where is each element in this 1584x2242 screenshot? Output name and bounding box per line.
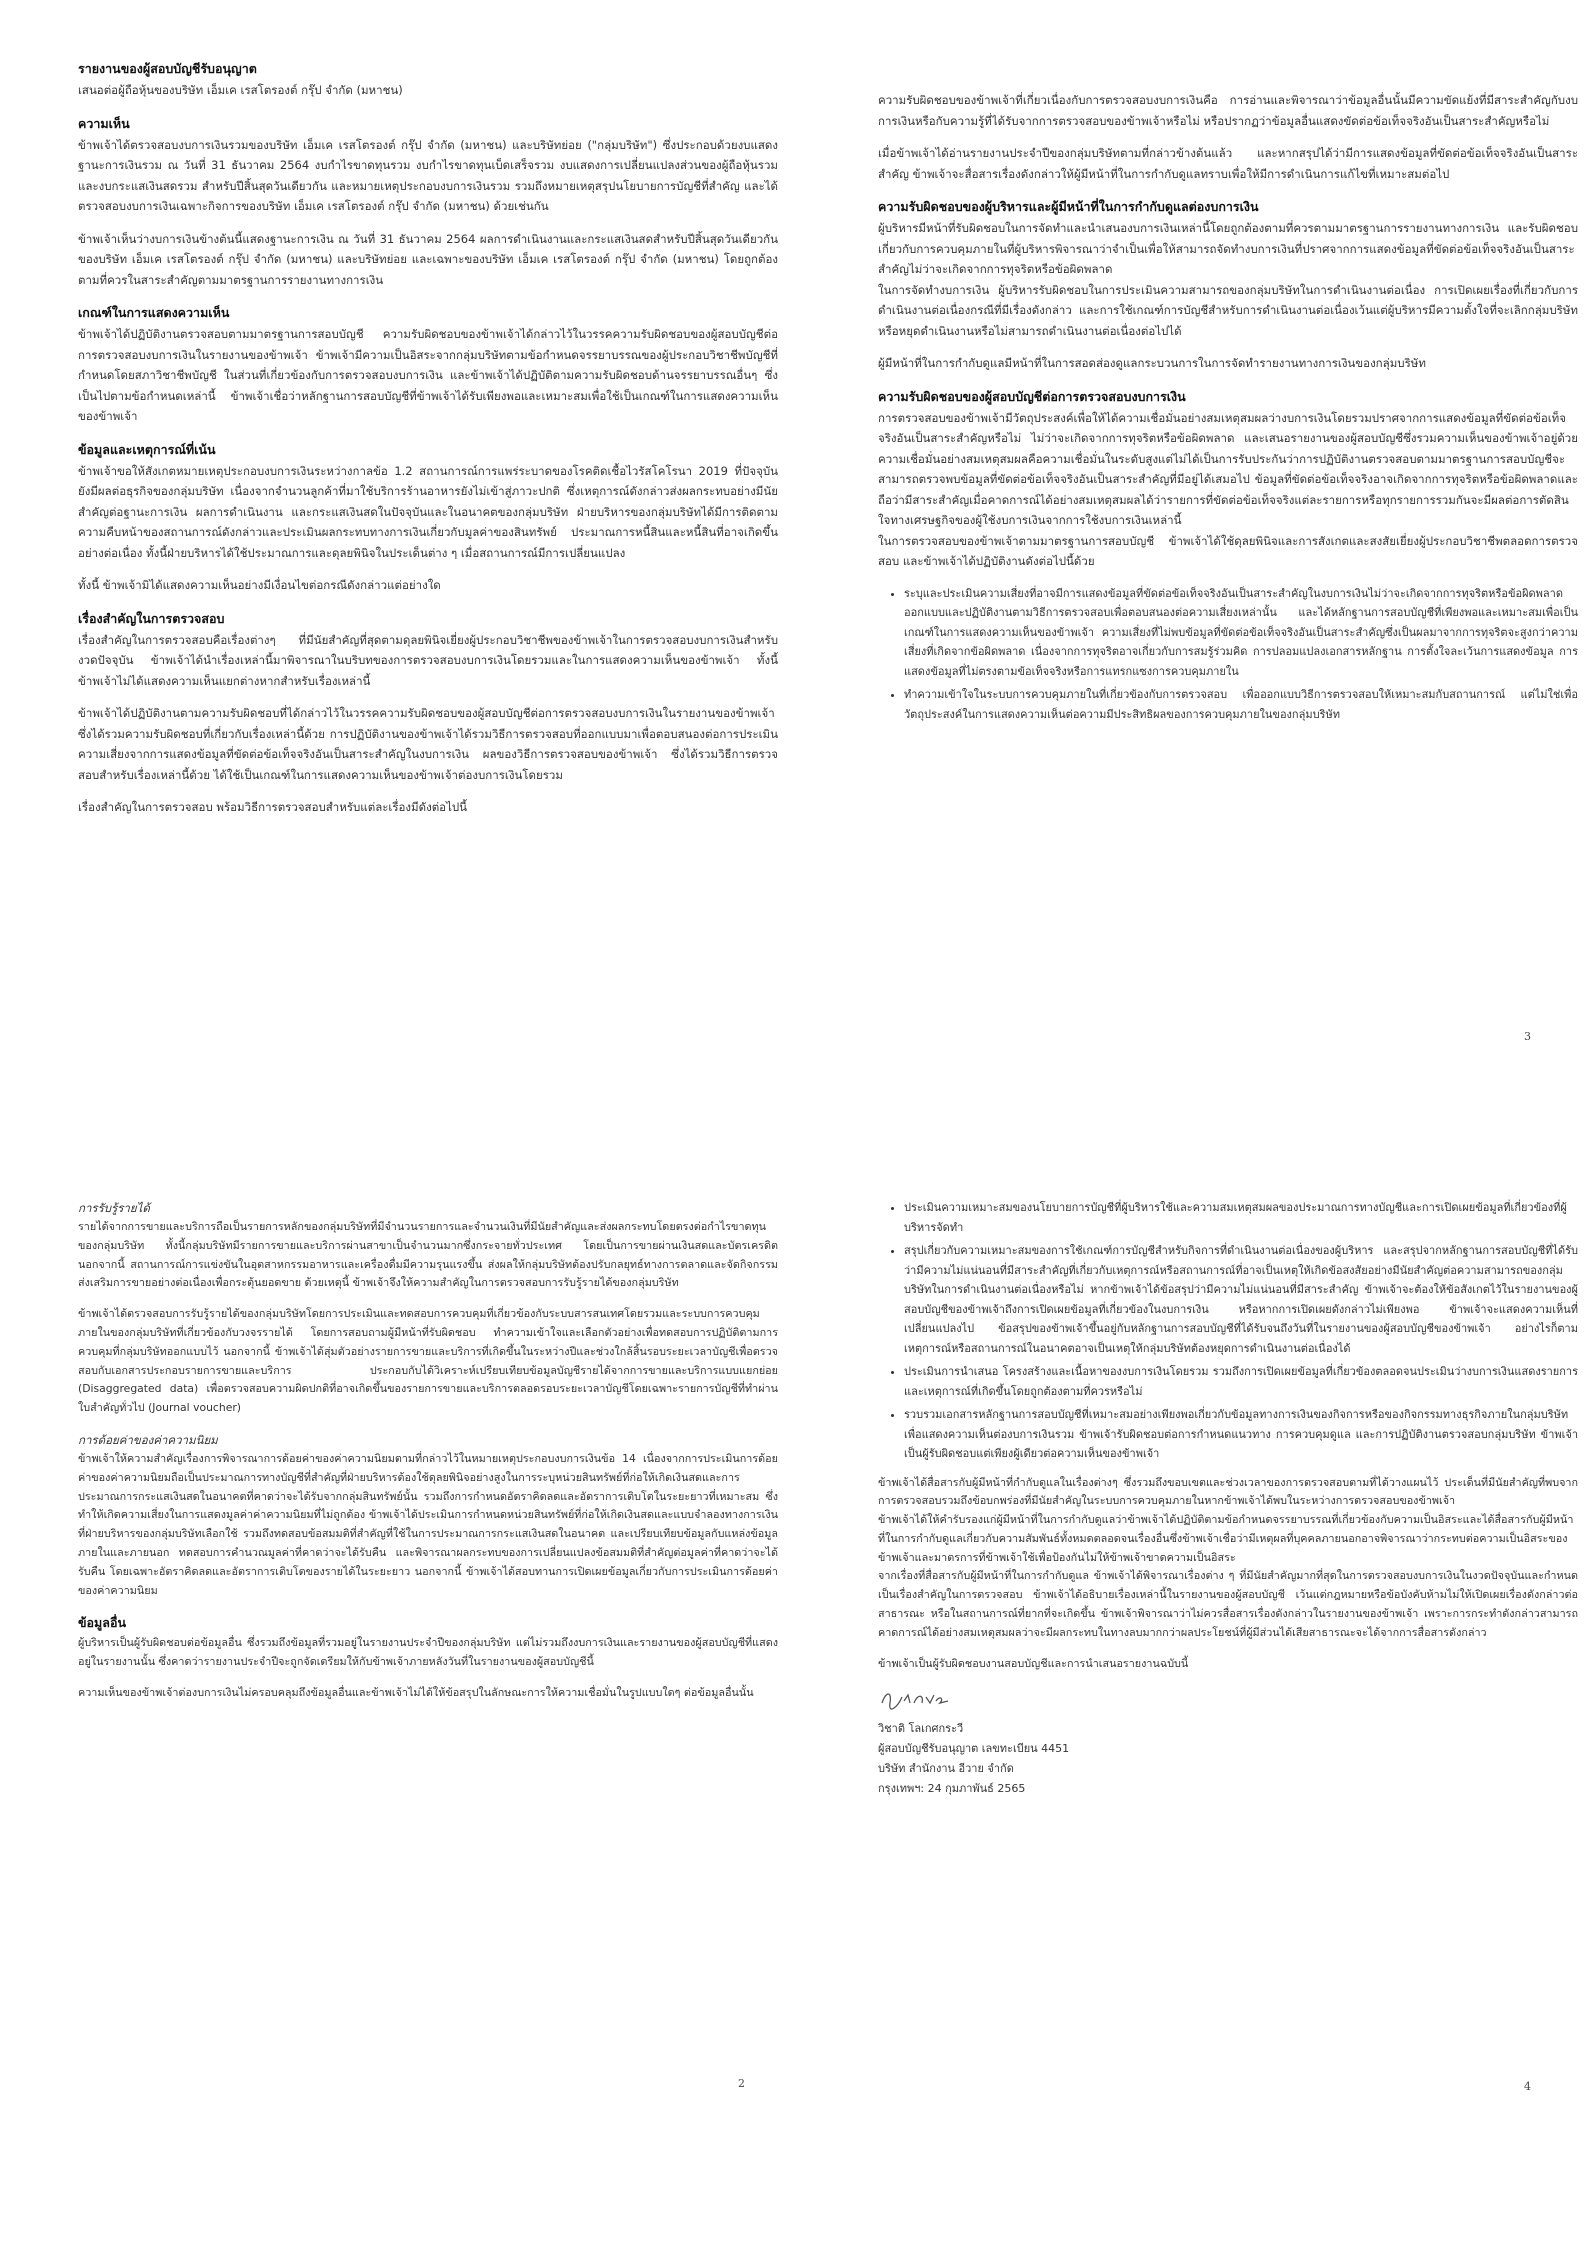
governance-communication-paragraph: ข้าพเจ้าได้สื่อสารกับผู้มีหน้าที่กำกับดูแลในเรื่องต่างๆ ซึ่งรวมถึงขอบเขตและช่วงเวลาของการตรวจสอบตามที่ได้วางแผนไว้ ประเด็นที่มีนัยสำคัญที่พบจากการตรวจสอบรวมถึงข้อบกพร่องที่มีนัยสำคัญในระบบการควบคุมภายในหากข้าพเจ้าได้พบในระหว่างการตรวจสอบของข้าพเจ้า xyxy=(878,1475,1578,1508)
other-info-paragraph-1: ผู้บริหารเป็นผู้รับผิดชอบต่อข้อมูลอื่น ซึ่งรวมถึงข้อมูลที่รวมอยู่ในรายงานประจำปีของกลุ่มบริษัท แต่ไม่รวมถึงงบการเงินและรายงานของผู้สอบบัญชีที่แสดงอยู่ในรายงานนั้น ซึ่งคาดว่ารายงานประจำปีจะถูกจัดเตรียมให้กับข้าพเจ้าภายหลังวันที่ในรายงานของผู้สอบบัญชีนี้ xyxy=(78,1636,778,1669)
other-info-paragraph-2: ความเห็นของข้าพเจ้าต่องบการเงินไม่ครอบคลุมถึงข้อมูลอื่นและข้าพเจ้าไม่ได้ให้ข้อสรุปในลักษณะการให้ความเชื่อมั่นในรูปแบบใดๆ ต่อข้อมูลอื่นนั้น xyxy=(78,1685,754,1699)
report-title: รายงานของผู้สอบบัญชีรับอนุญาต xyxy=(78,61,257,76)
basis-paragraph: ข้าพเจ้าได้ปฏิบัติงานตรวจสอบตามมาตรฐานการสอบบัญชี ความรับผิดชอบของข้าพเจ้าได้กล่าวไว้ในวรรคความรับผิดชอบของผู้สอบบัญชีต่อการตรวจสอบงบการเงินในรายงานของข้าพเจ้า ข้าพเจ้ามีความเป็นอิสระจากกลุ่มบริษัทตามข้อกำหนดจรรยาบรรณของผู้ประกอบวิชาชีพบัญชีที่กำหนดโดยสภาวิชาชีพบัญชี ในส่วนที่เกี่ยวข้องกับการตรวจสอบงบการเงิน และข้าพเจ้าได้ปฏิบัติตามความรับผิดชอบด้านจรรยาบรรณอื่นๆ ซึ่งเป็นไปตามข้อกำหนดเหล่านี้ ข้าพเจ้าเชื่อว่าหลักฐานการสอบบัญชีที่ข้าพเจ้าได้รับเพียงพอและเหมาะสมเพื่อใช้เป็นเกณฑ์ในการแสดงความเห็นของข้าพเจ้า xyxy=(78,327,778,423)
report-page-4 xyxy=(878,1198,1578,2208)
revenue-heading: การรับรู้รายได้ xyxy=(78,1201,150,1215)
kam-paragraph-2: ข้าพเจ้าได้ปฏิบัติงานตามความรับผิดชอบที่ได้กล่าวไว้ในวรรคความรับผิดชอบของผู้สอบบัญชีต่อการตรวจสอบงบการเงินในรายงานของข้าพเจ้า ซึ่งได้รวมความรับผิดชอบที่เกี่ยวกับเรื่องเหล่านี้ด้วย การปฏิบัติงานของข้าพเจ้าได้รวมวิธีการตรวจสอบที่ออกแบบมาเพื่อตอบสนองต่อการประเมินความเสี่ยงจากการแสดงข้อมูลที่ขัดต่อข้อเท็จจริงอันเป็นสาระสำคัญในงบการเงิน ผลของวิธีการตรวจสอบของข้าพเจ้า ซึ่งได้รวมวิธีการตรวจสอบสำหรับเรื่องเหล่านี้ด้วย ได้ใช้เป็นเกณฑ์ในการแสดงความเห็นของข้าพเจ้าต่องบการเงินโดยรวม xyxy=(78,706,778,782)
other-info-paragraph-4: เมื่อข้าพเจ้าได้อ่านรายงานประจำปีของกลุ่มบริษัทตามที่กล่าวข้างต้นแล้ว และหากสรุปได้ว่ามีการแสดงข้อมูลที่ขัดต่อข้อเท็จจริงอันเป็นสาระสำคัญ ข้าพเจ้าจะสื่อสารเรื่องดังกล่าวให้ผู้มีหน้าที่ในการกำกับดูแลทราบเพื่อให้มีการดำเนินการแก้ไขที่เหมาะสมต่อไป xyxy=(878,146,1578,181)
auditor-signature xyxy=(878,1685,1578,1713)
kam-determination-paragraph: จากเรื่องที่สื่อสารกับผู้มีหน้าที่ในการกำกับดูแล ข้าพเจ้าได้พิจารณาเรื่องต่าง ๆ ที่มีนัยสำคัญมากที่สุดในการตรวจสอบงบการเงินในงวดปัจจุบันและกำหนดเป็นเรื่องสำคัญในการตรวจสอบ ข้าพเจ้าได้อธิบายเรื่องเหล่านี้ในรายงานของผู้สอบบัญชี เว้นแต่กฎหมายหรือข้อบังคับห้ามไม่ให้เปิดเผยเรื่องดังกล่าวต่อสาธารณะ หรือในสถานการณ์ที่ยากที่จะเกิดขึ้น ข้าพเจ้าพิจารณาว่าไม่ควรสื่อสารเรื่องดังกล่าวในรายงานของข้าพเจ้า เพราะการกระทำดังกล่าวสามารถคาดการณ์ได้อย่างสมเหตุสมผลว่าจะมีผลกระทบในทางลบมากกว่าผลประโยชน์ที่ผู้มีส่วนได้เสียสาธารณะจะได้จากการสื่อสารดังกล่าว xyxy=(878,1569,1578,1639)
other-info-paragraph-3: ความรับผิดชอบของข้าพเจ้าที่เกี่ยวเนื่องกับการตรวจสอบงบการเงินคือ การอ่านและพิจารณาว่าข้อมูลอื่นนั้นมีความขัดแย้งที่มีสาระสำคัญกับงบการเงินหรือกับความรู้ที่ได้รับจากการตรวจสอบของข้าพเจ้าหรือไม่ หรือปรากฏว่าข้อมูลอื่นแสดงขัดต่อข้อเท็จจริงอันเป็นสาระสำคัญหรือไม่ xyxy=(878,93,1578,128)
audit-firm: บริษัท สำนักงาน อีวาย จำกัด xyxy=(878,1762,1014,1776)
opinion-paragraph-2: ข้าพเจ้าเห็นว่างบการเงินข้างต้นนี้แสดงฐานะการเงิน ณ วันที่ 31 ธันวาคม 2564 ผลการดำเนินงานและกระแสเงินสดสำหรับปีสิ้นสุดวันเดียวกันของบริษัท เอ็มเค เรสโตรองต์ กรุ๊ป จำกัด (มหาชน) และบริษัทย่อย และเฉพาะของบริษัท เอ็มเค เรสโตรองต์ กรุ๊ป จำกัด (มหาชน) โดยถูกต้องตามที่ควรในสาระสำคัญตามมาตรฐานการรายงานทางการเงิน xyxy=(78,231,778,287)
independence-paragraph: ข้าพเจ้าได้ให้คำรับรองแก่ผู้มีหน้าที่ในการกำกับดูแลว่าข้าพเจ้าได้ปฏิบัติตามข้อกำหนดจรรยาบรรณที่เกี่ยวข้องกับความเป็นอิสระและได้สื่อสารกับผู้มีหน้าที่ในการกำกับดูแลเกี่ยวกับความสัมพันธ์ทั้งหมดตลอดจนเรื่องอื่นซึ่งข้าพเจ้าเชื่อว่ามีเหตุผลที่บุคคลภายนอกอาจพิจารณาว่ากระทบต่อความเป็นอิสระของข้าพเจ้าและมาตรการที่ข้าพเจ้าใช้เพื่อป้องกันไม่ให้ข้าพเจ้าขาดความเป็นอิสระ xyxy=(878,1513,1574,1564)
list-item: • ประเมินการนำเสนอ โครงสร้างและเนื้อหาของงบการเงินโดยรวม รวมถึงการเปิดเผยข้อมูลที่เกี่ยวข้องตลอดจนประเมินว่างบการเงินแสดงรายการและเหตุการณ์ที่เกิดขึ้นโดยถูกต้องตามที่ควรหรือไม่ xyxy=(904,1362,1578,1401)
other-info-heading: ข้อมูลอื่น xyxy=(78,1615,127,1631)
report-page-1 xyxy=(78,58,778,1108)
page-number: 2 xyxy=(738,2077,745,2090)
page-number: 3 xyxy=(1524,1030,1531,1043)
revenue-paragraph-1: รายได้จากการขายและบริการถือเป็นรายการหลักของกลุ่มบริษัทที่มีจำนวนรายการและจำนวนเงินที่มีนัยสำคัญและส่งผลกระทบโดยตรงต่อกำไรขาดทุนของกลุ่มบริษัท ทั้งนี้กลุ่มบริษัทมีรายการขายและบริการผ่านสาขาเป็นจำนวนมากซึ่งกระจายทั่วประเทศ โดยเป็นการขายผ่านเงินสดและบัตรเครดิต นอกจากนี้ สถานการณ์การแข่งขันในอุตสาหกรรมอาหารและเครื่องดื่มมีความรุนแรงขึ้น ส่งผลให้กลุ่มบริษัทต้องปรับกลยุทธ์ทางการตลาดและจัดกิจกรรมส่งเสริมการขายอย่างต่อเนื่องเพื่อกระตุ้นยอดขาย ด้วยเหตุนี้ ข้าพเจ้าจึงให้ความสำคัญในการตรวจสอบการรับรู้รายได้ของกลุ่มบริษัท xyxy=(78,1220,778,1290)
basis-heading: เกณฑ์ในการแสดงความเห็น xyxy=(78,305,230,320)
list-item: • ประเมินความเหมาะสมของนโยบายการบัญชีที่ผู้บริหารใช้และความสมเหตุสมผลของประมาณการทางบัญชีและการเปิดเผยข้อมูลที่เกี่ยวข้องที่ผู้บริหารจัดทำ xyxy=(904,1198,1578,1237)
report-date: กรุงเทพฯ: 24 กุมภาพันธ์ 2565 xyxy=(878,1782,1026,1796)
impairment-heading: การด้อยค่าของค่าความนิยม xyxy=(78,1432,218,1447)
revenue-paragraph-2: ข้าพเจ้าได้ตรวจสอบการรับรู้รายได้ของกลุ่มบริษัทโดยการประเมินและทดสอบการควบคุมที่เกี่ยวข้องกับระบบสารสนเทศโดยรวมและระบบการควบคุมภายในของกลุ่มบริษัทที่เกี่ยวข้องกับวงจรรายได้ โดยการสอบถามผู้มีหน้าที่รับผิดชอบ ทำความเข้าใจและเลือกตัวอย่างเพื่อทดสอบการปฏิบัติตามการควบคุมที่กลุ่มบริษัทออกแบบไว้ นอกจากนี้ ข้าพเจ้าได้สุ่มตัวอย่างรายการขายและบริการที่เกิดขึ้นในระหว่างปีและช่วงใกล้สิ้นรอบระยะเวลาบัญชีเพื่อตรวจสอบกับเอกสารประกอบรายการขายและบริการ ประกอบกับได้วิเคราะห์เปรียบเทียบข้อมูลบัญชีรายได้จากการขายและบริการแบบแยกย่อย (Disaggregated data) เพื่อตรวจสอบความผิดปกติที่อาจเกิดขึ้นของรายการขายและบริการตลอดรอบระยะเวลาบัญชีโดยเฉพาะรายการบัญชีที่ทำผ่านใบสำคัญทั่วไป (Journal voucher) xyxy=(78,1307,778,1415)
kam-paragraph-1: เรื่องสำคัญในการตรวจสอบคือเรื่องต่างๆ ที่มีนัยสำคัญที่สุดตามดุลยพินิจเยี่ยงผู้ประกอบวิชาชีพของข้าพเจ้าในการตรวจสอบงบการเงินสำหรับงวดปัจจุบัน ข้าพเจ้าได้นำเรื่องเหล่านี้มาพิจารณาในบริบทของการตรวจสอบงบการเงินโดยรวมและในการแสดงความเห็นของข้าพเจ้า ทั้งนี้ข้าพเจ้าไม่ได้แสดงความเห็นแยกต่างหากสำหรับเรื่องเหล่านี้ xyxy=(78,632,778,688)
engagement-partner-paragraph: ข้าพเจ้าเป็นผู้รับผิดชอบงานสอบบัญชีและการนำเสนอรายงานฉบับนี้ xyxy=(878,1656,1189,1670)
auditor-license: ผู้สอบบัญชีรับอนุญาต เลขทะเบียน 4451 xyxy=(878,1742,1070,1756)
management-responsibility-heading: ความรับผิดชอบของผู้บริหารและผู้มีหน้าที่ในการกำกับดูแลต่องบการเงิน xyxy=(878,199,1259,214)
auditor-paragraph-2: ในการตรวจสอบของข้าพเจ้าตามมาตรฐานการสอบบัญชี ข้าพเจ้าได้ใช้ดุลยพินิจและการสังเกตและสงสัยเยี่ยงผู้ประกอบวิชาชีพตลอดการตรวจสอบ และข้าพเจ้าได้ปฏิบัติงานดังต่อไปนี้ด้วย xyxy=(878,533,1578,568)
list-item: • รวบรวมเอกสารหลักฐานการสอบบัญชีที่เหมาะสมอย่างเพียงพอเกี่ยวกับข้อมูลทางการเงินของกิจการหรือของกิจกรรมทางธุรกิจภายในกลุ่มบริษัทเพื่อแสดงความเห็นต่องบการเงินรวม ข้าพเจ้ารับผิดชอบต่อการกำหนดแนวทาง การควบคุมดูแล และการปฏิบัติงานตรวจสอบกลุ่มบริษัท ข้าพเจ้าเป็นผู้รับผิดชอบแต่เพียงผู้เดียวต่อความเห็นของข้าพเจ้า xyxy=(904,1405,1578,1464)
opinion-heading: ความเห็น xyxy=(78,115,130,131)
auditor-name: วิชาติ โลเกศกระวี xyxy=(878,1722,964,1736)
report-page-3 xyxy=(878,90,1578,1090)
management-paragraph-1: ผู้บริหารมีหน้าที่รับผิดชอบในการจัดทำและนำเสนองบการเงินเหล่านี้โดยถูกต้องตามที่ควรตามมาตรฐานการรายงานทางการเงิน และรับผิดชอบเกี่ยวกับการควบคุมภายในที่ผู้บริหารพิจารณาว่าจำเป็นเพื่อให้สามารถจัดทำงบการเงินที่ปราศจากการแสดงข้อมูลที่ขัดต่อข้อเท็จจริงอันเป็นสาระสำคัญไม่ว่าจะเกิดจากการทุจริตหรือข้อผิดพลาด xyxy=(878,221,1578,276)
management-paragraph-2: ในการจัดทำงบการเงิน ผู้บริหารรับผิดชอบในการประเมินความสามารถของกลุ่มบริษัทในการดำเนินงานต่อเนื่อง การเปิดเผยเรื่องที่เกี่ยวกับการดำเนินงานต่อเนื่องกรณีที่มีเรื่องดังกล่าว และการใช้เกณฑ์การบัญชีสำหรับการดำเนินงานต่อเนื่องเว้นแต่ผู้บริหารมีความตั้งใจที่จะเลิกกลุ่มบริษัทหรือหยุดดำเนินงานหรือไม่สามารถดำเนินงานต่อเนื่องต่อไปได้ xyxy=(878,282,1578,338)
impairment-paragraph: ข้าพเจ้าให้ความสำคัญเรื่องการพิจารณาการด้อยค่าของค่าความนิยมตามที่กล่าวไว้ในหมายเหตุประกอบงบการเงินข้อ 14 เนื่องจากการประเมินการด้อยค่าของค่าความนิยมถือเป็นประมาณการทางบัญชีที่สำคัญที่ฝ่ายบริหารต้องใช้ดุลยพินิจอย่างสูงในการระบุหน่วยสินทรัพย์ที่ก่อให้เกิดเงินสดและการประมาณการกระแสเงินสดในอนาคตที่คาดว่าจะได้รับจากกลุ่มสินทรัพย์นั้น รวมถึงการกำหนดอัตราคิดลดและอัตราการเติบโตในระยะยาวที่เหมาะสม ซึ่งทำให้เกิดความเสี่ยงในการแสดงมูลค่าค่าความนิยมที่ไม่ถูกต้อง ข้าพเจ้าได้ประเมินการกำหนดหน่วยสินทรัพย์ที่ก่อให้เกิดเงินสดและแบบจำลองทางการเงินที่ฝ่ายบริหารของกลุ่มบริษัทเลือกใช้ รวมถึงทดสอบข้อสมมติที่สำคัญที่ใช้ในการประมาณการกระแสเงินสดในอนาคต และเปรียบเทียบข้อมูลกับแหล่งข้อมูลภายในและภายนอก ทดสอบการคำนวณมูลค่าที่คาดว่าจะได้รับคืน และพิจารณาผลกระทบของการเปลี่ยนแปลงข้อสมมติที่สำคัญต่อมูลค่าที่คาดว่าจะได้รับคืน โดยเฉพาะอัตราคิดลดและอัตราการเติบโตของรายได้ในระยะยาว นอกจากนี้ ข้าพเจ้าได้สอบทานการเปิดเผยข้อมูลเกี่ยวกับการประเมินการด้อยค่าของค่าความนิยม xyxy=(78,1451,778,1597)
auditor-responsibility-heading: ความรับผิดชอบของผู้สอบบัญชีต่อการตรวจสอบงบการเงิน xyxy=(878,388,1186,404)
emphasis-paragraph-2: ทั้งนี้ ข้าพเจ้ามิได้แสดงความเห็นอย่างมีเงื่อนไขต่อกรณีดังกล่าวแต่อย่างใด xyxy=(78,578,441,592)
auditor-procedures-list-continued xyxy=(878,1198,1578,1464)
report-addressee: เสนอต่อผู้ถือหุ้นของบริษัท เอ็มเค เรสโตรองต์ กรุ๊ป จำกัด (มหาชน) xyxy=(78,83,403,97)
list-item: • ทำความเข้าใจในระบบการควบคุมภายในที่เกี่ยวข้องกับการตรวจสอบ เพื่อออกแบบวิธีการตรวจสอบให้เหมาะสมกับสถานการณ์ แต่ไม่ใช่เพื่อวัตถุประสงค์ในการแสดงความเห็นต่อความมีประสิทธิผลของการควบคุมภายในของกลุ่มบริษัท xyxy=(904,685,1578,724)
auditor-paragraph-1: การตรวจสอบของข้าพเจ้ามีวัตถุประสงค์เพื่อให้ได้ความเชื่อมั่นอย่างสมเหตุสมผลว่างบการเงินโดยรวมปราศจากการแสดงข้อมูลที่ขัดต่อข้อเท็จจริงอันเป็นสาระสำคัญหรือไม่ ไม่ว่าจะเกิดจากการทุจริตหรือข้อผิดพลาด และเสนอรายงานของผู้สอบบัญชีซึ่งรวมความเห็นของข้าพเจ้าอยู่ด้วย ความเชื่อมั่นอย่างสมเหตุสมผลคือความเชื่อมั่นในระดับสูงแต่ไม่ได้เป็นการรับประกันว่าการปฏิบัติงานตรวจสอบตามมาตรฐานการสอบบัญชีจะสามารถตรวจพบข้อมูลที่ขัดต่อข้อเท็จจริงอันเป็นสาระสำคัญที่มีอยู่ได้เสมอไป ข้อมูลที่ขัดต่อข้อเท็จจริงอาจเกิดจากการทุจริตหรือข้อผิดพลาดและถือว่ามีสาระสำคัญเมื่อคาดการณ์ได้อย่างสมเหตุสมผลได้ว่ารายการที่ขัดต่อข้อเท็จจริงแต่ละรายการหรือทุกรายการรวมกันจะมีผลต่อการตัดสินใจทางเศรษฐกิจของผู้ใช้งบการเงินจากการใช้งบการเงินเหล่านี้ xyxy=(878,410,1578,527)
auditor-procedures-list xyxy=(878,584,1578,725)
management-paragraph-3: ผู้มีหน้าที่ในการกำกับดูแลมีหน้าที่ในการสอดส่องดูแลกระบวนการในการจัดทำรายงานทางการเงินของกลุ่มบริษัท xyxy=(878,356,1426,370)
list-item: • สรุปเกี่ยวกับความเหมาะสมของการใช้เกณฑ์การบัญชีสำหรับกิจการที่ดำเนินงานต่อเนื่องของผู้บริหาร และสรุปจากหลักฐานการสอบบัญชีที่ได้รับว่ามีความไม่แน่นอนที่มีสาระสำคัญที่เกี่ยวกับเหตุการณ์หรือสถานการณ์ที่อาจเป็นเหตุให้เกิดข้อสงสัยอย่างมีนัยสำคัญต่อความสามารถของกลุ่มบริษัทในการดำเนินงานต่อเนื่องหรือไม่ หากข้าพเจ้าได้ข้อสรุปว่ามีความไม่แน่นอนที่มีสาระสำคัญ ข้าพเจ้าจะต้องให้ข้อสังเกตไว้ในรายงานของผู้สอบบัญชีของข้าพเจ้าถึงการเปิดเผยข้อมูลที่เกี่ยวข้องในงบการเงิน หรือหากการเปิดเผยดังกล่าวไม่เพียงพอ ข้าพเจ้าจะแสดงความเห็นที่เปลี่ยนแปลงไป ข้อสรุปของข้าพเจ้าขึ้นอยู่กับหลักฐานการสอบบัญชีที่ได้รับจนถึงวันที่ในรายงานของผู้สอบบัญชีของข้าพเจ้า อย่างไรก็ตาม เหตุการณ์หรือสถานการณ์ในอนาคตอาจเป็นเหตุให้กลุ่มบริษัทต้องหยุดการดำเนินงานต่อเนื่องได้ xyxy=(904,1241,1578,1358)
emphasis-paragraph-1: ข้าพเจ้าขอให้สังเกตหมายเหตุประกอบงบการเงินระหว่างกาลข้อ 1.2 สถานการณ์การแพร่ระบาดของโรคติดเชื้อไวรัสโคโรนา 2019 ที่ปัจจุบันยังมีผลต่อธุรกิจของกลุ่มบริษัท เนื่องจากจำนวนลูกค้าที่มาใช้บริการร้านอาหารยังไม่เข้าสู่ภาวะปกติ ซึ่งเหตุการณ์ดังกล่าวส่งผลกระทบอย่างมีนัยสำคัญต่อฐานะการเงิน ผลการดำเนินงาน และกระแสเงินสดในปัจจุบันและในอนาคตของกลุ่มบริษัท ฝ่ายบริหารของกลุ่มบริษัทได้มีการติดตามความคืบหน้าของสถานการณ์ดังกล่าวและประเมินผลกระทบทางการเงินเกี่ยวกับมูลค่าของสินทรัพย์ ประมาณการหนี้สินและหนี้สินที่อาจเกิดขึ้นอย่างต่อเนื่อง ทั้งนี้ฝ่ายบริหารได้ใช้ประมาณการและดุลยพินิจในประเด็นต่าง ๆ เมื่อสถานการณ์มีการเปลี่ยนแปลง xyxy=(78,463,778,560)
kam-paragraph-3: เรื่องสำคัญในการตรวจสอบ พร้อมวิธีการตรวจสอบสำหรับแต่ละเรื่องมีดังต่อไปนี้ xyxy=(78,800,468,814)
report-page-2 xyxy=(78,1198,778,2208)
kam-heading: เรื่องสำคัญในการตรวจสอบ xyxy=(78,610,225,626)
opinion-paragraph-1: ข้าพเจ้าได้ตรวจสอบงบการเงินรวมของบริษัท เอ็มเค เรสโตรองต์ กรุ๊ป จำกัด (มหาชน) และบริษัทย่อย ("กลุ่มบริษัท") ซึ่งประกอบด้วยงบแสดงฐานะการเงินรวม ณ วันที่ 31 ธันวาคม 2564 งบกำไรขาดทุนรวม งบกำไรขาดทุนเบ็ดเสร็จรวม งบแสดงการเปลี่ยนแปลงส่วนของผู้ถือหุ้นรวมและงบกระแสเงินสดรวม สำหรับปีสิ้นสุดวันเดียวกัน และหมายเหตุประกอบงบการเงินรวม รวมถึงหมายเหตุสรุปนโยบายการบัญชีที่สำคัญ และได้ตรวจสอบงบการเงินเฉพาะกิจการของบริษัท เอ็มเค เรสโตรองต์ กรุ๊ป จำกัด (มหาชน) ด้วยเช่นกัน xyxy=(78,137,778,213)
list-item: • ระบุและประเมินความเสี่ยงที่อาจมีการแสดงข้อมูลที่ขัดต่อข้อเท็จจริงอันเป็นสาระสำคัญในงบการเงินไม่ว่าจะเกิดจากการทุจริตหรือข้อผิดพลาด ออกแบบและปฏิบัติงานตามวิธีการตรวจสอบเพื่อตอบสนองต่อความเสี่ยงเหล่านั้น และได้หลักฐานการสอบบัญชีที่เพียงพอและเหมาะสมเพื่อเป็นเกณฑ์ในการแสดงความเห็นของข้าพเจ้า ความเสี่ยงที่ไม่พบข้อมูลที่ขัดต่อข้อเท็จจริงอันเป็นสาระสำคัญซึ่งเป็นผลมาจากการทุจริตจะสูงกว่าความเสี่ยงที่เกิดจากข้อผิดพลาด เนื่องจากการทุจริตอาจเกี่ยวกับการสมรู้ร่วมคิด การปลอมแปลงเอกสารหลักฐาน การตั้งใจละเว้นการแสดงข้อมูล การแสดงข้อมูลที่ไม่ตรงตามข้อเท็จจริงหรือการแทรกแซงการควบคุมภายใน xyxy=(904,584,1578,682)
emphasis-heading: ข้อมูลและเหตุการณ์ที่เน้น xyxy=(78,441,216,457)
page-number: 4 xyxy=(1524,2080,1531,2093)
